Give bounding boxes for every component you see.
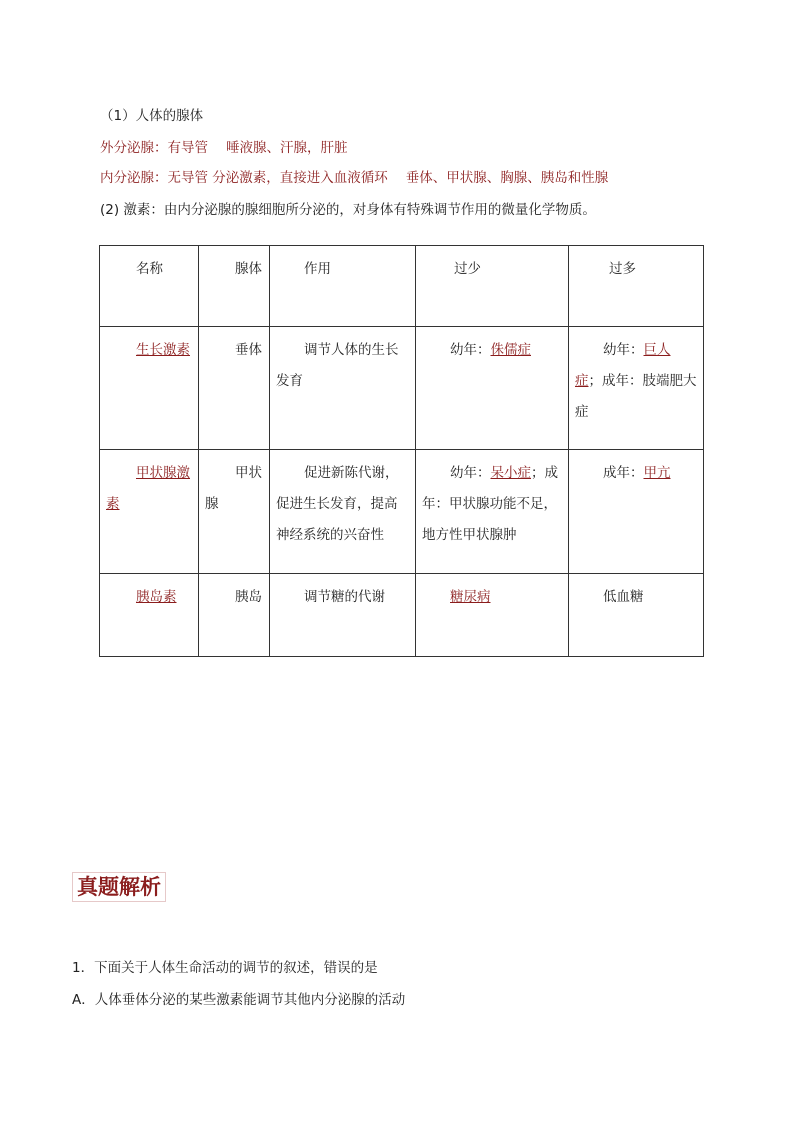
- cell-function: 调节糖的代谢: [270, 574, 416, 657]
- too-much-answer: 甲亢: [643, 465, 671, 481]
- cell-too-little: [416, 327, 569, 450]
- table-header-row: [100, 246, 704, 327]
- too-little-answer: 呆小症: [490, 465, 531, 481]
- question-option-a: A．人体垂体分泌的某些激素能调节其他内分泌腺的活动: [72, 992, 406, 1008]
- cell-gland: 胰岛: [199, 574, 270, 657]
- too-much-prefix: 幼年：: [603, 342, 644, 358]
- table-row: [100, 450, 704, 574]
- header-name: 名称: [100, 246, 199, 327]
- cell-gland: 垂体: [199, 327, 270, 450]
- section-title: 真题解析: [72, 872, 166, 902]
- hormone-name: 生长激素: [136, 342, 190, 358]
- cell-too-much: [569, 327, 704, 450]
- cell-name: [100, 450, 199, 574]
- intro-line-4: [100, 198, 596, 218]
- too-much-prefix: 成年：: [603, 465, 644, 481]
- hormone-table: [99, 245, 704, 657]
- intro-glands-title: （1）人体的腺体: [100, 108, 204, 124]
- too-little-prefix: 幼年：: [450, 465, 491, 481]
- too-much-suffix: ；成年：肢端肥大症: [575, 373, 697, 420]
- intro-line-2: [100, 136, 348, 156]
- too-little-answer: 侏儒症: [490, 342, 531, 358]
- table-row: [100, 327, 704, 450]
- header-gland: 腺体: [199, 246, 270, 327]
- cell-function: 促进新陈代谢，促进生长发育，提高神经系统的兴奋性: [270, 450, 416, 574]
- exocrine-definition: 外分泌腺：有导管: [100, 140, 208, 156]
- hormone-name: 甲状腺激素: [106, 465, 190, 512]
- table-row: [100, 574, 704, 657]
- header-too-little: 过少: [416, 246, 569, 327]
- exocrine-examples: 唾液腺、汗腺，肝脏: [226, 140, 348, 156]
- intro-line-3: [100, 166, 608, 186]
- too-much-answer: 巨人症: [575, 342, 671, 389]
- header-function: 作用: [270, 246, 416, 327]
- cell-too-little: [416, 450, 569, 574]
- header-too-much: 过多: [569, 246, 704, 327]
- cell-name: [100, 327, 199, 450]
- cell-function: 调节人体的生长发育: [270, 327, 416, 450]
- too-much-suffix: 低血糖: [603, 589, 644, 605]
- too-little-suffix: ；成年：甲状腺功能不足，地方性甲状腺肿: [422, 465, 558, 543]
- intro-line-1: [100, 104, 203, 124]
- endocrine-examples: 垂体、甲状腺、胸腺、胰岛和性腺: [405, 170, 609, 186]
- hormone-definition: (2) 激素：由内分泌腺的腺细胞所分泌的，对身体有特殊调节作用的微量化学物质。: [100, 202, 596, 218]
- cell-name: [100, 574, 199, 657]
- endocrine-definition: 内分泌腺：无导管 分泌激素，直接进入血液循环: [100, 170, 388, 186]
- cell-too-little: [416, 574, 569, 657]
- cell-too-much: [569, 450, 704, 574]
- too-little-answer: 糖尿病: [450, 589, 491, 605]
- cell-too-much: [569, 574, 704, 657]
- question-stem: 1．下面关于人体生命活动的调节的叙述，错误的是: [72, 960, 378, 976]
- too-little-prefix: 幼年：: [450, 342, 491, 358]
- cell-gland: 甲状腺: [199, 450, 270, 574]
- hormone-name: 胰岛素: [136, 589, 177, 605]
